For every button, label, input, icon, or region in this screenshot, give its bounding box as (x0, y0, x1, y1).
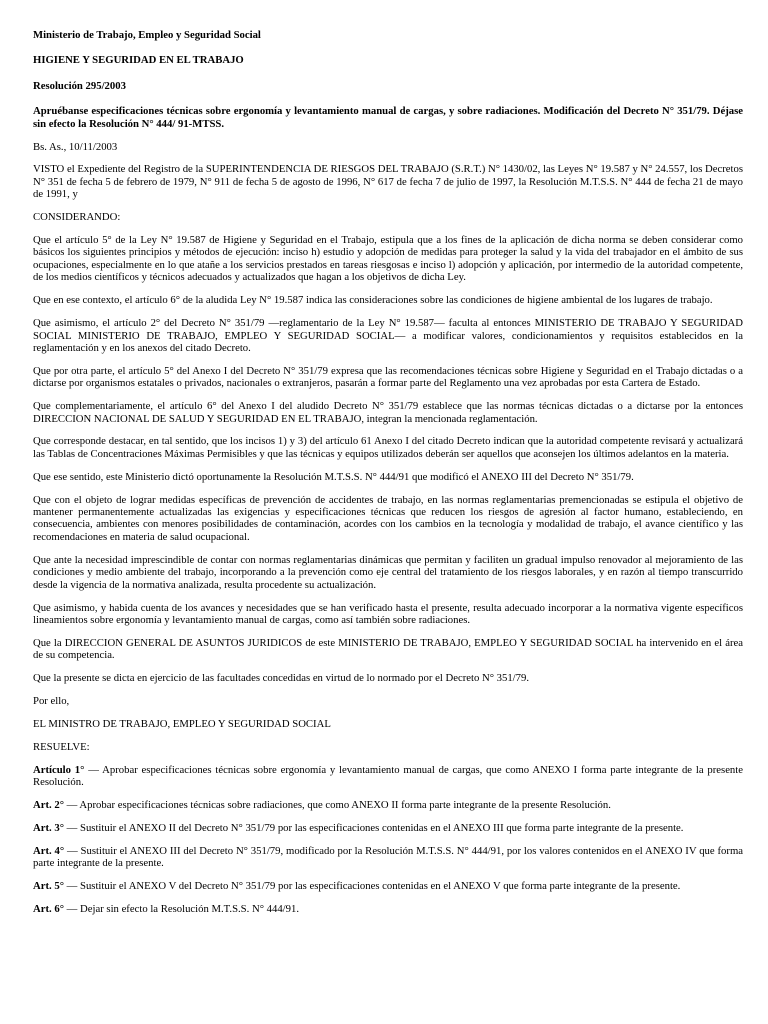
article-paragraph (33, 903, 743, 915)
article-label: Art. 3° (33, 821, 64, 834)
article-text: — Sustituir el ANEXO II del Decreto N° 351/79 por las especificaciones contenidas en el ANEXO III que forma parte integrante de la presente. (63, 821, 684, 834)
article-text: — Aprobar especificaciones técnicas sobre ergonomía y levantamiento manual de cargas, que como ANEXO I forma parte integrante de la presente Resolución. (33, 763, 743, 789)
article-label: Art. 4° (33, 844, 65, 857)
visto-paragraph: VISTO el Expediente del Registro de la SUPERINTENDENCIA DE RIESGOS DEL TRABAJO (S.R.T.) N° 1430/02, las Leyes N° 19.587 y N° 24.557, los Decretos N° 351 de fecha 5 de febrero de 1979, N° 911 de fecha 5 de agosto de 1996, N° 617 de fecha 7 de julio de 1997, la Resolución M.T.S.S. N° 444 de fecha 21 de mayo de 1991, y (33, 163, 744, 201)
considerando-paragraph: Que la presente se dicta en ejercicio de las facultades concedidas en virtud de lo normado por el Decreto N° 351/79. (33, 672, 530, 685)
article-text: — Sustituir el ANEXO V del Decreto N° 351/79 por las especificaciones contenidas en el ANEXO V que forma parte integrante de la presente. (63, 880, 681, 893)
considerando-paragraph: Que ese sentido, este Ministerio dictó oportunamente la Resolución M.T.S.S. N° 444/91 que modificó el ANEXO III del Decreto N° 351/79. (33, 470, 634, 483)
considerando-paragraph: Que ante la necesidad imprescindible de contar con normas reglamentarias dinámicas que permitan y faciliten un gradual impulso renovador al mejoramiento de las condiciones y medio ambiente del trabajo, incorporando a la prevención como eje central del tratamiento de los riesgos laborales, y en razón al tiempo transcurrido desde la vigencia de la normativa analizada, resulta procedente su actualización. (33, 553, 743, 591)
considerando-paragraph: Que el artículo 5° de la Ley N° 19.587 de Higiene y Seguridad en el Trabajo, estipula que a los fines de la aplicación de dicha norma se deben considerar como básicos los siguientes principios y métodos de ejecución: inciso h) estudio y adopción de medidas para proteger la salud y la vida del trabajador en el ámbito de sus ocupaciones, especialmente en lo que atañe a los servicios prestados en tareas riesgosas e inciso l) adopción y aplicación, por intermedio de la autoridad competente, de los medios científicos y técnicos adecuados y actualizados que hagan a los objetivos de dicha Ley. (33, 234, 743, 284)
considerando-paragraph: Que complementariamente, el artículo 6° del Anexo I del aludido Decreto N° 351/79 establece que las normas técnicas dictadas o a dictarse por la entonces DIRECCION NACIONAL DE SALUD Y SEGURIDAD EN EL TRABAJO, integran la mencionada reglamentación. (33, 400, 743, 425)
considerando-paragraph: Que en ese contexto, el artículo 6° de la aludida Ley N° 19.587 indica las consideraciones sobre las condiciones de higiene ambiental de los lugares de trabajo. (33, 294, 713, 307)
article-text: — Sustituir el ANEXO III del Decreto N° 351/79, modificado por la Resolución M.T.S.S. N° 444/91, por los valores contenidos en el ANEXO IV que forma parte integrante de la presente. (33, 844, 744, 870)
por-ello: Por ello, (33, 695, 70, 708)
resolution-number: Resolución 295/2003 (33, 79, 126, 92)
considerando-paragraph: Que asimismo, el artículo 2° del Decreto N° 351/79 —reglamentario de la Ley N° 19.587— faculta al entonces MINISTERIO DE TRABAJO Y SEGURIDAD SOCIAL MINISTERIO DE TRABAJO, EMPLEO Y SEGURIDAD SOCIAL— a modificar valores, condicionamientos y requisitos establecidos en la reglamentación y en los anexos del citado Decreto. (33, 317, 743, 354)
article-paragraph (33, 845, 743, 870)
resuelve-heading: RESUELVE: (33, 740, 90, 753)
article-paragraph (33, 764, 743, 789)
article-label: Artículo 1° (33, 763, 85, 776)
article-label: Art. 2° (33, 799, 64, 812)
document-date: Bs. As., 10/11/2003 (33, 140, 118, 153)
considerando-paragraph: Que la DIRECCION GENERAL DE ASUNTOS JURIDICOS de este MINISTERIO DE TRABAJO, EMPLEO Y SEGURIDAD SOCIAL ha intervenido en el área de su competencia. (33, 636, 743, 662)
article-paragraph (33, 799, 743, 811)
article-label: Art. 5° (33, 880, 64, 893)
considerando-paragraph: Que corresponde destacar, en tal sentido, que los incisos 1) y 3) del artículo 61 Anexo I del citado Decreto indican que la autoridad competente revisará y actualizará las Tablas de Concentraciones Máximas Permisibles y que las técnicas y equipos utilizados deberán ser aquellos que aconsejen los últimos adelantos en la materia. (33, 435, 743, 460)
considerando-paragraph: Que asimismo, y habida cuenta de los avances y necesidades que se han verificado hasta el presente, resulta adecuado incorporar a la normativa vigente específicos lineamientos sobre ergonomía y levantamiento manual de cargas, como así también sobre radiaciones. (33, 601, 743, 626)
article-text: — Dejar sin efecto la Resolución M.T.S.S. N° 444/91. (63, 903, 299, 916)
ministry-heading: Ministerio de Trabajo, Empleo y Seguridad Social (33, 29, 261, 41)
article-label: Art. 6° (33, 903, 64, 916)
article-paragraph (33, 880, 743, 892)
resolution-summary: Apruébanse especificaciones técnicas sobre ergonomía y levantamiento manual de cargas, y sobre radiaciones. Modificación del Decreto N° 351/79. Déjase sin efecto la Resolución N° 444/ 91-MTSS. (33, 105, 743, 130)
section-heading: HIGIENE Y SEGURIDAD EN EL TRABAJO (33, 54, 244, 67)
considerando-paragraph: Que por otra parte, el artículo 5° del Anexo I del Decreto N° 351/79 expresa que las recomendaciones técnicas sobre Higiene y Seguridad en el Trabajo dictadas o a dictarse por organismos estatales o privados, nacionales o extranjeros, pasarán a formar parte del Reglamento una vez aprobadas por esta Cartera de Estado. (33, 364, 743, 390)
article-paragraph (33, 822, 743, 834)
considerando-paragraph: Que con el objeto de lograr medidas específicas de prevención de accidentes de trabajo, en las normas reglamentarias premencionadas se estipula el objetivo de mantener permanentemente actualizadas las exigencias y especificaciones técnicas que reducen los riesgos de agresión al factor humano, estableciendo, en consecuencia, ambientes con menores posibilidades de contaminación, acordes con los cambios en la tecnología y modalidad de trabajo, el avance científico y las recomendaciones en materia de salud ocupacional. (33, 493, 743, 543)
article-text: — Aprobar especificaciones técnicas sobre radiaciones, que como ANEXO II forma parte integrante de la presente Resolución. (63, 799, 611, 812)
considerando-heading: CONSIDERANDO: (33, 211, 121, 224)
minister-line: EL MINISTRO DE TRABAJO, EMPLEO Y SEGURIDAD SOCIAL (33, 717, 331, 730)
